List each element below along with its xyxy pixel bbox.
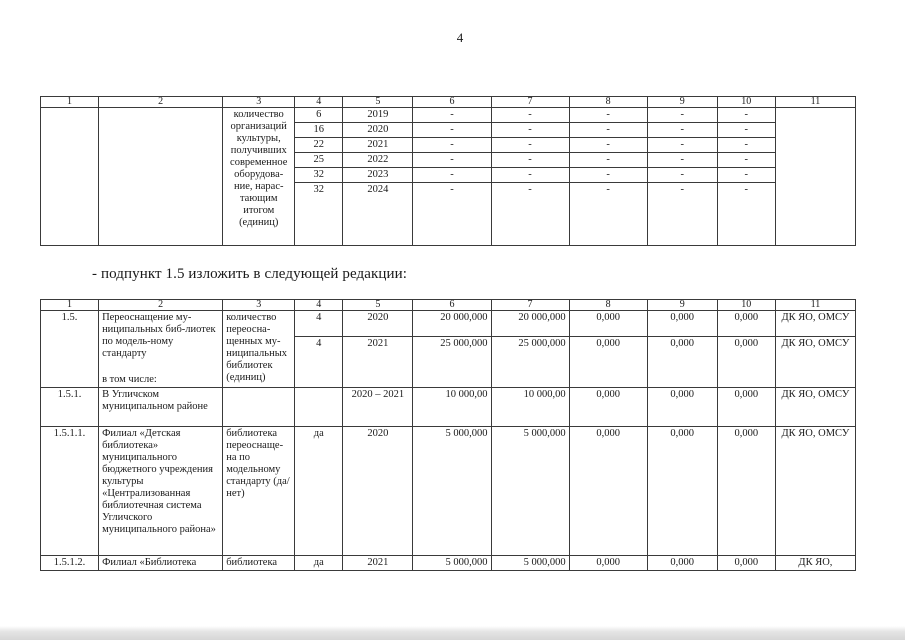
page-number: 4 (456, 30, 464, 45)
table-cell: - (647, 123, 717, 138)
table-cell: - (569, 183, 647, 246)
table-cell: 5 000,000 (413, 427, 491, 556)
table-cell: - (647, 153, 717, 168)
table-cell: - (717, 153, 775, 168)
table-cell: - (569, 123, 647, 138)
table-cell: 2021 (343, 138, 413, 153)
table-header-row (41, 97, 856, 108)
table-cell: 8 (569, 97, 647, 108)
table-cell: 0,000 (569, 388, 647, 427)
table-cell: 32 (295, 168, 343, 183)
table-cell: 0,000 (569, 556, 647, 571)
table-cell: 1 (41, 97, 99, 108)
table-cell: 3 (223, 97, 295, 108)
table-cell: - (491, 108, 569, 123)
table-cell: 11 (775, 300, 855, 311)
table-cell: 32 (295, 183, 343, 246)
row-number: 1.5.1. (41, 388, 99, 427)
table-cell: 25 000,000 (413, 337, 491, 388)
table-cell: 0,000 (647, 337, 717, 388)
table-cell: 0,000 (569, 311, 647, 337)
table-cell: - (717, 108, 775, 123)
indicator-cell: библиотека (223, 556, 295, 571)
table-cell: - (413, 153, 491, 168)
table-row (41, 311, 856, 337)
table-cell: 25 (295, 153, 343, 168)
table-cell: - (569, 108, 647, 123)
table-cell: 5 000,000 (413, 556, 491, 571)
instruction-text: - подпункт 1.5 изложить в следующей редакции: (92, 266, 408, 282)
table-cell: 2020 (343, 123, 413, 138)
table-cell: - (413, 108, 491, 123)
table-cell: - (491, 138, 569, 153)
row-number: 1.5.1.1. (41, 427, 99, 556)
table-cell: - (647, 183, 717, 246)
table-cell: 9 (647, 97, 717, 108)
table-cell: 0,000 (569, 337, 647, 388)
table-cell: 0,000 (647, 311, 717, 337)
table-cell: - (647, 108, 717, 123)
table-cell: 2019 (343, 108, 413, 123)
table-cell: 0,000 (647, 556, 717, 571)
table-row (41, 108, 856, 123)
indicator-cell: количество переосна-щенных му-ниципальных библиотек (единиц) (223, 311, 295, 388)
table-cell: 4 (295, 311, 343, 337)
table-cell: - (717, 123, 775, 138)
table-cell: 2 (99, 300, 223, 311)
table-cell: 10 000,00 (413, 388, 491, 427)
row-name: Филиал «Детская библиотека» муниципального бюджетного учреждения культуры «Централизованная библиотечная система Угличского муниципального района» (99, 427, 223, 556)
table-cell: 6 (295, 108, 343, 123)
table-cell: 6 (413, 300, 491, 311)
table-cell: - (569, 138, 647, 153)
table-cell: 22 (295, 138, 343, 153)
row-number: 1.5.1.2. (41, 556, 99, 571)
indicator-cell: количество организаций культуры, получивших современное оборудова-ние, нарас-тающим итогом (единиц) (223, 108, 295, 246)
table-row (41, 427, 856, 556)
table-cell: 10 000,00 (491, 388, 569, 427)
table-cell: 2 (99, 97, 223, 108)
table-cell: 5 000,000 (491, 556, 569, 571)
table-cell: ДК ЯО, ОМСУ (775, 427, 855, 556)
table-cell: - (491, 183, 569, 246)
table-cell: 2021 (343, 556, 413, 571)
table-cell: 5 (343, 97, 413, 108)
indicator-table-continued (40, 96, 856, 246)
table-cell: - (717, 183, 775, 246)
table-cell: - (413, 138, 491, 153)
table-cell: 20 000,000 (413, 311, 491, 337)
table-cell: 0,000 (717, 427, 775, 556)
table-cell: 2024 (343, 183, 413, 246)
table-cell: 10 (717, 300, 775, 311)
table-cell (99, 108, 223, 246)
table-cell: - (569, 168, 647, 183)
row-name: Филиал «Библиотека (99, 556, 223, 571)
table-cell: 3 (223, 300, 295, 311)
table-cell: 20 000,000 (491, 311, 569, 337)
indicator-cell: библиотека переоснаще-на по модельному стандарту (да/нет) (223, 427, 295, 556)
table-row (41, 556, 856, 571)
table-cell: - (717, 168, 775, 183)
table-cell: да (295, 556, 343, 571)
table-cell: - (569, 153, 647, 168)
table-cell: - (647, 168, 717, 183)
table-cell: ДК ЯО, ОМСУ (775, 388, 855, 427)
table-cell: - (413, 168, 491, 183)
table-cell: 0,000 (717, 388, 775, 427)
table-cell: 2020 (343, 311, 413, 337)
table-cell: 2020 – 2021 (343, 388, 413, 427)
table-cell: 0,000 (647, 427, 717, 556)
table-cell: 4 (295, 337, 343, 388)
table-cell: 10 (717, 97, 775, 108)
table-header-row (41, 300, 856, 311)
table-cell: ДК ЯО, (775, 556, 855, 571)
table-cell: - (413, 183, 491, 246)
table-cell: 5 000,000 (491, 427, 569, 556)
table-cell: ДК ЯО, ОМСУ (775, 337, 855, 388)
table-cell: 2021 (343, 337, 413, 388)
table-cell (41, 108, 99, 246)
row-name: В Угличском муниципальном районе (99, 388, 223, 427)
table-cell: 4 (295, 97, 343, 108)
table-cell: 0,000 (569, 427, 647, 556)
table-row (41, 388, 856, 427)
table-cell: 0,000 (647, 388, 717, 427)
table-cell: 8 (569, 300, 647, 311)
table-cell: 16 (295, 123, 343, 138)
table-cell: - (491, 153, 569, 168)
table-cell: 2023 (343, 168, 413, 183)
table-cell: 25 000,000 (491, 337, 569, 388)
table-cell: да (295, 427, 343, 556)
table-cell: 0,000 (717, 556, 775, 571)
table-cell: ДК ЯО, ОМСУ (775, 311, 855, 337)
table-cell: 1 (41, 300, 99, 311)
table-cell: 11 (775, 97, 855, 108)
table-cell: 7 (491, 300, 569, 311)
table-cell: - (413, 123, 491, 138)
table-cell (295, 388, 343, 427)
table-cell: 4 (295, 300, 343, 311)
table-cell: - (491, 123, 569, 138)
subitem-table (40, 299, 856, 571)
table-cell: 9 (647, 300, 717, 311)
table-cell: 2022 (343, 153, 413, 168)
table-cell: - (717, 138, 775, 153)
table-cell: 0,000 (717, 311, 775, 337)
table-cell: 5 (343, 300, 413, 311)
scan-bottom-edge (0, 626, 905, 640)
table-cell (223, 388, 295, 427)
table-cell: 6 (413, 97, 491, 108)
table-cell: - (647, 138, 717, 153)
table-cell: 7 (491, 97, 569, 108)
table-cell: 0,000 (717, 337, 775, 388)
row-name: Переоснащение му-ниципальных биб-лиотек по модель-ному стандарту в том числе: (99, 311, 223, 388)
table-cell: - (491, 168, 569, 183)
row-number: 1.5. (41, 311, 99, 388)
table-cell (775, 108, 855, 246)
table-cell: 2020 (343, 427, 413, 556)
